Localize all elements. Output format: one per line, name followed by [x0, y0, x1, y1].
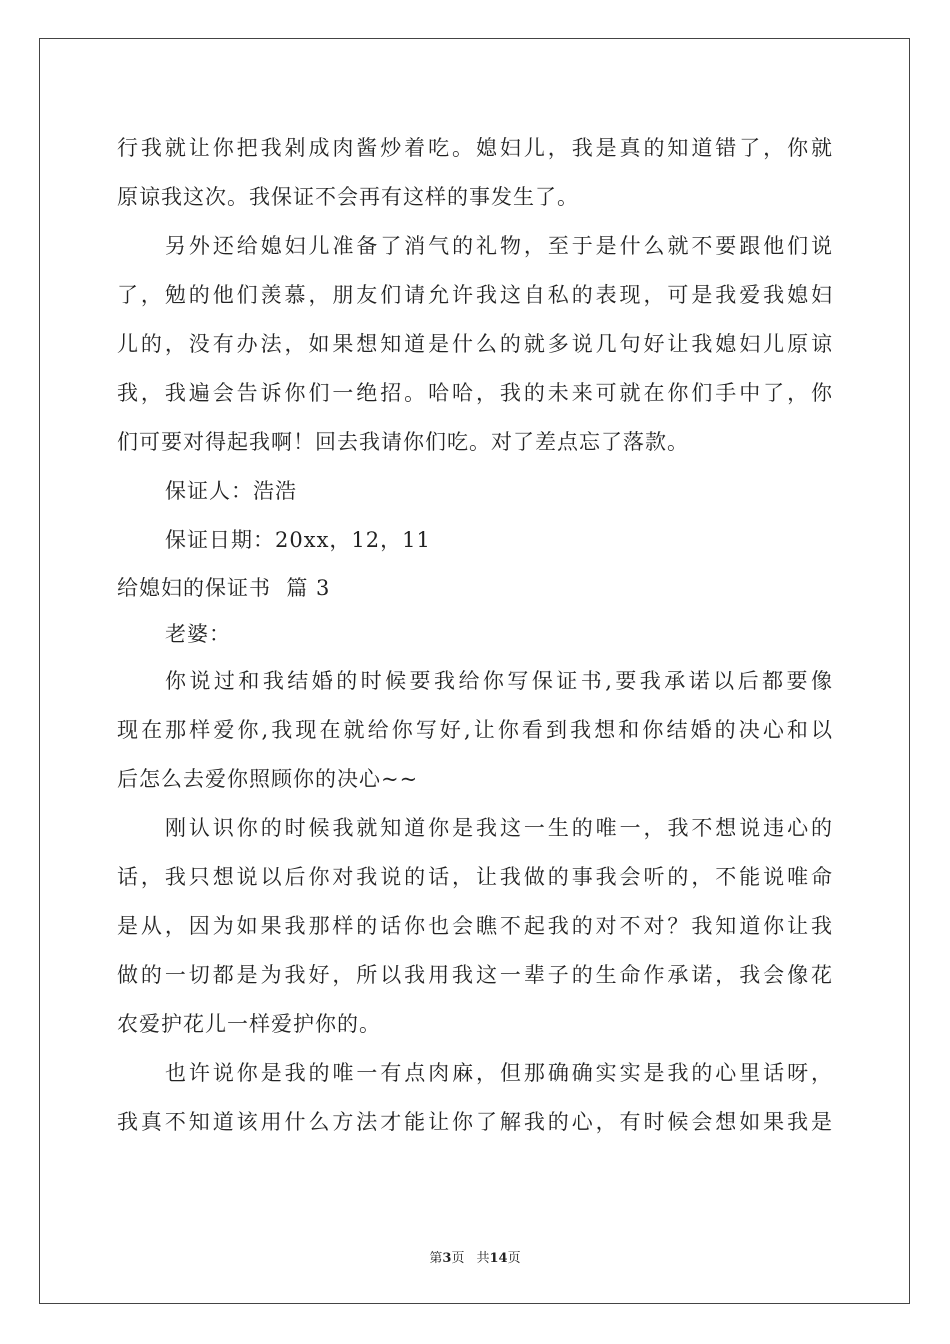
text-line: 也许说你是我的唯一有点肉麻，但那确确实实是我的心里话呀，: [165, 1061, 833, 1085]
document-body: [117, 124, 833, 1147]
paragraph: [117, 804, 833, 1049]
paragraph: [117, 124, 833, 222]
paragraph: [117, 222, 833, 467]
page-prefix: 第: [429, 1251, 443, 1266]
text-line: 原谅我这次。我保证不会再有这样的事发生了。: [117, 185, 579, 209]
text-line: 后怎么去爱你照顾你的决心~~: [117, 767, 419, 791]
text-line: 刚认识你的时候我就知道你是我这一生的唯一，我不想说违心的: [165, 816, 833, 840]
paragraph: [117, 657, 833, 804]
salutation: 老婆：: [165, 622, 231, 646]
text-line: 行我就让你把我剁成肉酱炒着吃。媳妇儿，我是真的知道错了，你就: [117, 136, 833, 160]
text-line: 我真不知道该用什么方法才能让你了解我的心，有时候会想如果我是: [117, 1110, 833, 1134]
text-line: 另外还给媳妇儿准备了消气的礼物，至于是什么就不要跟他们说: [165, 234, 833, 258]
total-suffix: 页: [507, 1251, 521, 1266]
total-prefix: 共: [476, 1251, 490, 1266]
page-footer: [0, 1247, 950, 1266]
date-line: 保证日期：20xx，12，11: [165, 528, 431, 552]
text-line: 我，我遍会告诉你们一绝招。哈哈，我的未来可就在你们手中了，你: [117, 381, 833, 405]
text-line: 儿的，没有办法，如果想知道是什么的就多说几句好让我媳妇儿原谅: [117, 332, 833, 356]
text-line: 们可要对得起我啊！回去我请你们吃。对了差点忘了落款。: [117, 430, 689, 454]
page-suffix: 页: [451, 1251, 465, 1266]
text-line: 你说过和我结婚的时候要我给你写保证书,要我承诺以后都要像: [165, 669, 833, 693]
text-line: 现在那样爱你,我现在就给你写好,让你看到我想和你结婚的决心和以: [117, 718, 833, 742]
text-line: 了，勉的他们羡慕，朋友们请允许我这自私的表现，可是我爱我媳妇: [117, 283, 833, 307]
text-line: 做的一切都是为我好，所以我用我这一辈子的生命作承诺，我会像花: [117, 963, 833, 987]
text-line: 话，我只想说以后你对我说的话，让我做的事我会听的，不能说唯命: [117, 865, 833, 889]
guarantor-line: 保证人：浩浩: [165, 479, 297, 503]
text-line: 农爱护花儿一样爱护你的。: [117, 1012, 381, 1036]
section-title: 给媳妇的保证书 篇 3: [117, 576, 331, 600]
paragraph: [117, 1049, 833, 1147]
page-number: 3: [442, 1251, 452, 1266]
text-line: 是从，因为如果我那样的话你也会瞧不起我的对不对？我知道你让我: [117, 914, 833, 938]
total-pages: 14: [489, 1251, 508, 1266]
